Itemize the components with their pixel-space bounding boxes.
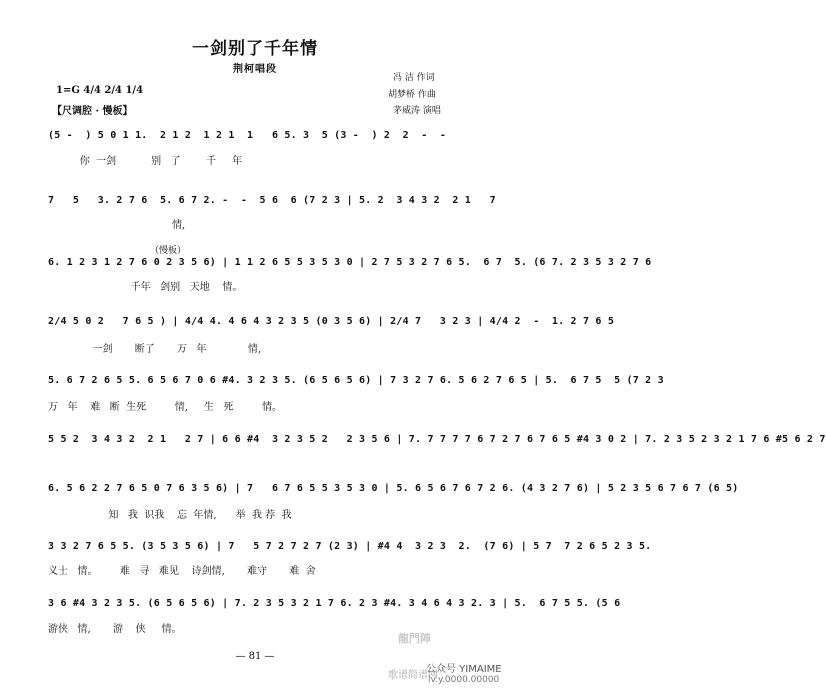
score-line-9-notes: 3 6 #4 3 2 3 5. (6 5 6 5 6) | 7. 2 3 5 3 2 1 7 6. 2 3 #4. 3 4 6 4 3 2. 3 | 5. 6 7 5 5. (5 6 (48, 598, 621, 609)
score-line-5-notes: 5. 6 7 2 6 5 5. 6 5 6 7 0 6 #4. 3 2 3 5. (6 5 6 5 6) | 7 3 2 7 6. 5 6 2 7 6 5 | 5. 6 7 5 5 (7 2 3 (48, 375, 664, 386)
song-title: 一剑别了千年情 (192, 39, 318, 59)
song-subtitle: 荆柯唱段 (233, 64, 277, 75)
slow-tempo-mark: （慢板） (150, 246, 187, 256)
page-number: — 81 — (235, 651, 275, 662)
score-line-7-lyrics: 知 我 识我 忘 年情, 举 我 荐 我 (48, 510, 292, 521)
score-line-2-lyrics: 情, (48, 220, 186, 231)
watermark-logo: 龍門陣 (398, 632, 431, 645)
score-line-3-notes: 6. 1 2 3 1 2 7 6 0 2 3 5 6) | 1 1 2 6 5 5 3 5 3 0 | 2 7 5 3 2 7 6 5. 6 7 5. (6 7. 2 3 5 3 2 7 6 (48, 257, 652, 268)
watermark-code: lv.y.0000.00000 (428, 675, 500, 685)
score-line-5-lyrics: 万 年 难 断 生死 情, 生 死 情。 (48, 402, 282, 413)
score-line-7-notes: 6. 5 6 2 2 7 6 5 0 7 6 3 5 6) | 7 6 7 6 5 5 3 5 3 0 | 5. 6 5 6 7 6 7 2 6. (4 3 2 7 6) | 5 2 3 5 6 7 6 7 (6 5) (48, 483, 739, 494)
score-line-4-notes: 2/4 5 0 2 7 6 5 ) | 4/4 4. 4 6 4 3 2 3 5 (0 3 5 6) | 2/4 7 3 2 3 | 4/4 2 - 1. 2 7 6 5 (48, 316, 615, 327)
score-line-3-lyrics: 千年 剑别 天地 情。 (48, 282, 243, 293)
credit-singer: 茅威涛 演唱 (393, 106, 441, 116)
score-line-9-lyrics: 游侠 情, 游 侠 情。 (48, 624, 182, 635)
score-line-4-lyrics: 一剑 断了 万 年 情, (48, 344, 262, 355)
key-signature: 1=G 4/4 2/4 1/4 (56, 85, 144, 96)
tempo-mark: 【尺调腔 · 慢板】 (52, 106, 133, 117)
score-line-1-lyrics: 你 一剑 别 了 千 年 (48, 156, 242, 167)
watermark-text: 歌谱简谱网 (388, 670, 438, 681)
score-line-8-notes: 3 3 2 7 6 5 5. (3 5 3 5 6) | 7 5 7 2 7 2 7 (2 3) | #4 4 3 2 3 2. (7 6) | 5 7 7 2 6 5 2 3 5. (48, 541, 652, 552)
credit-lyricist: 冯 洁 作词 (393, 73, 435, 83)
score-line-8-lyrics: 义士 情。 难 寻 难见 诗剑情, 难守 难 舍 (48, 566, 316, 577)
watermark-account: 公众号 YIMAIME (426, 664, 502, 675)
score-line-1-notes: (5 - ) 5 0 1 1. 2 1 2 1 2 1 1 6 5. 3 5 (3 - ) 2 2 - - (48, 130, 447, 141)
credit-composer: 胡梦桥 作曲 (388, 90, 436, 100)
score-line-2-notes: 7 5 3. 2 7 6 5. 6 7 2. - - 5 6 6 (7 2 3 | 5. 2 3 4 3 2 2 1 7 (48, 195, 496, 206)
score-line-6-notes: 5 5 2 3 4 3 2 2 1 2 7 | 6 6 #4 3 2 3 5 2 2 3 5 6 | 7. 7 7 7 7 6 7 2 7 6 7 6 5 #4 3 0 2 | 7. 2 3 5 2 3 2 1 7 6 #5 6 2 7 (48, 434, 826, 445)
